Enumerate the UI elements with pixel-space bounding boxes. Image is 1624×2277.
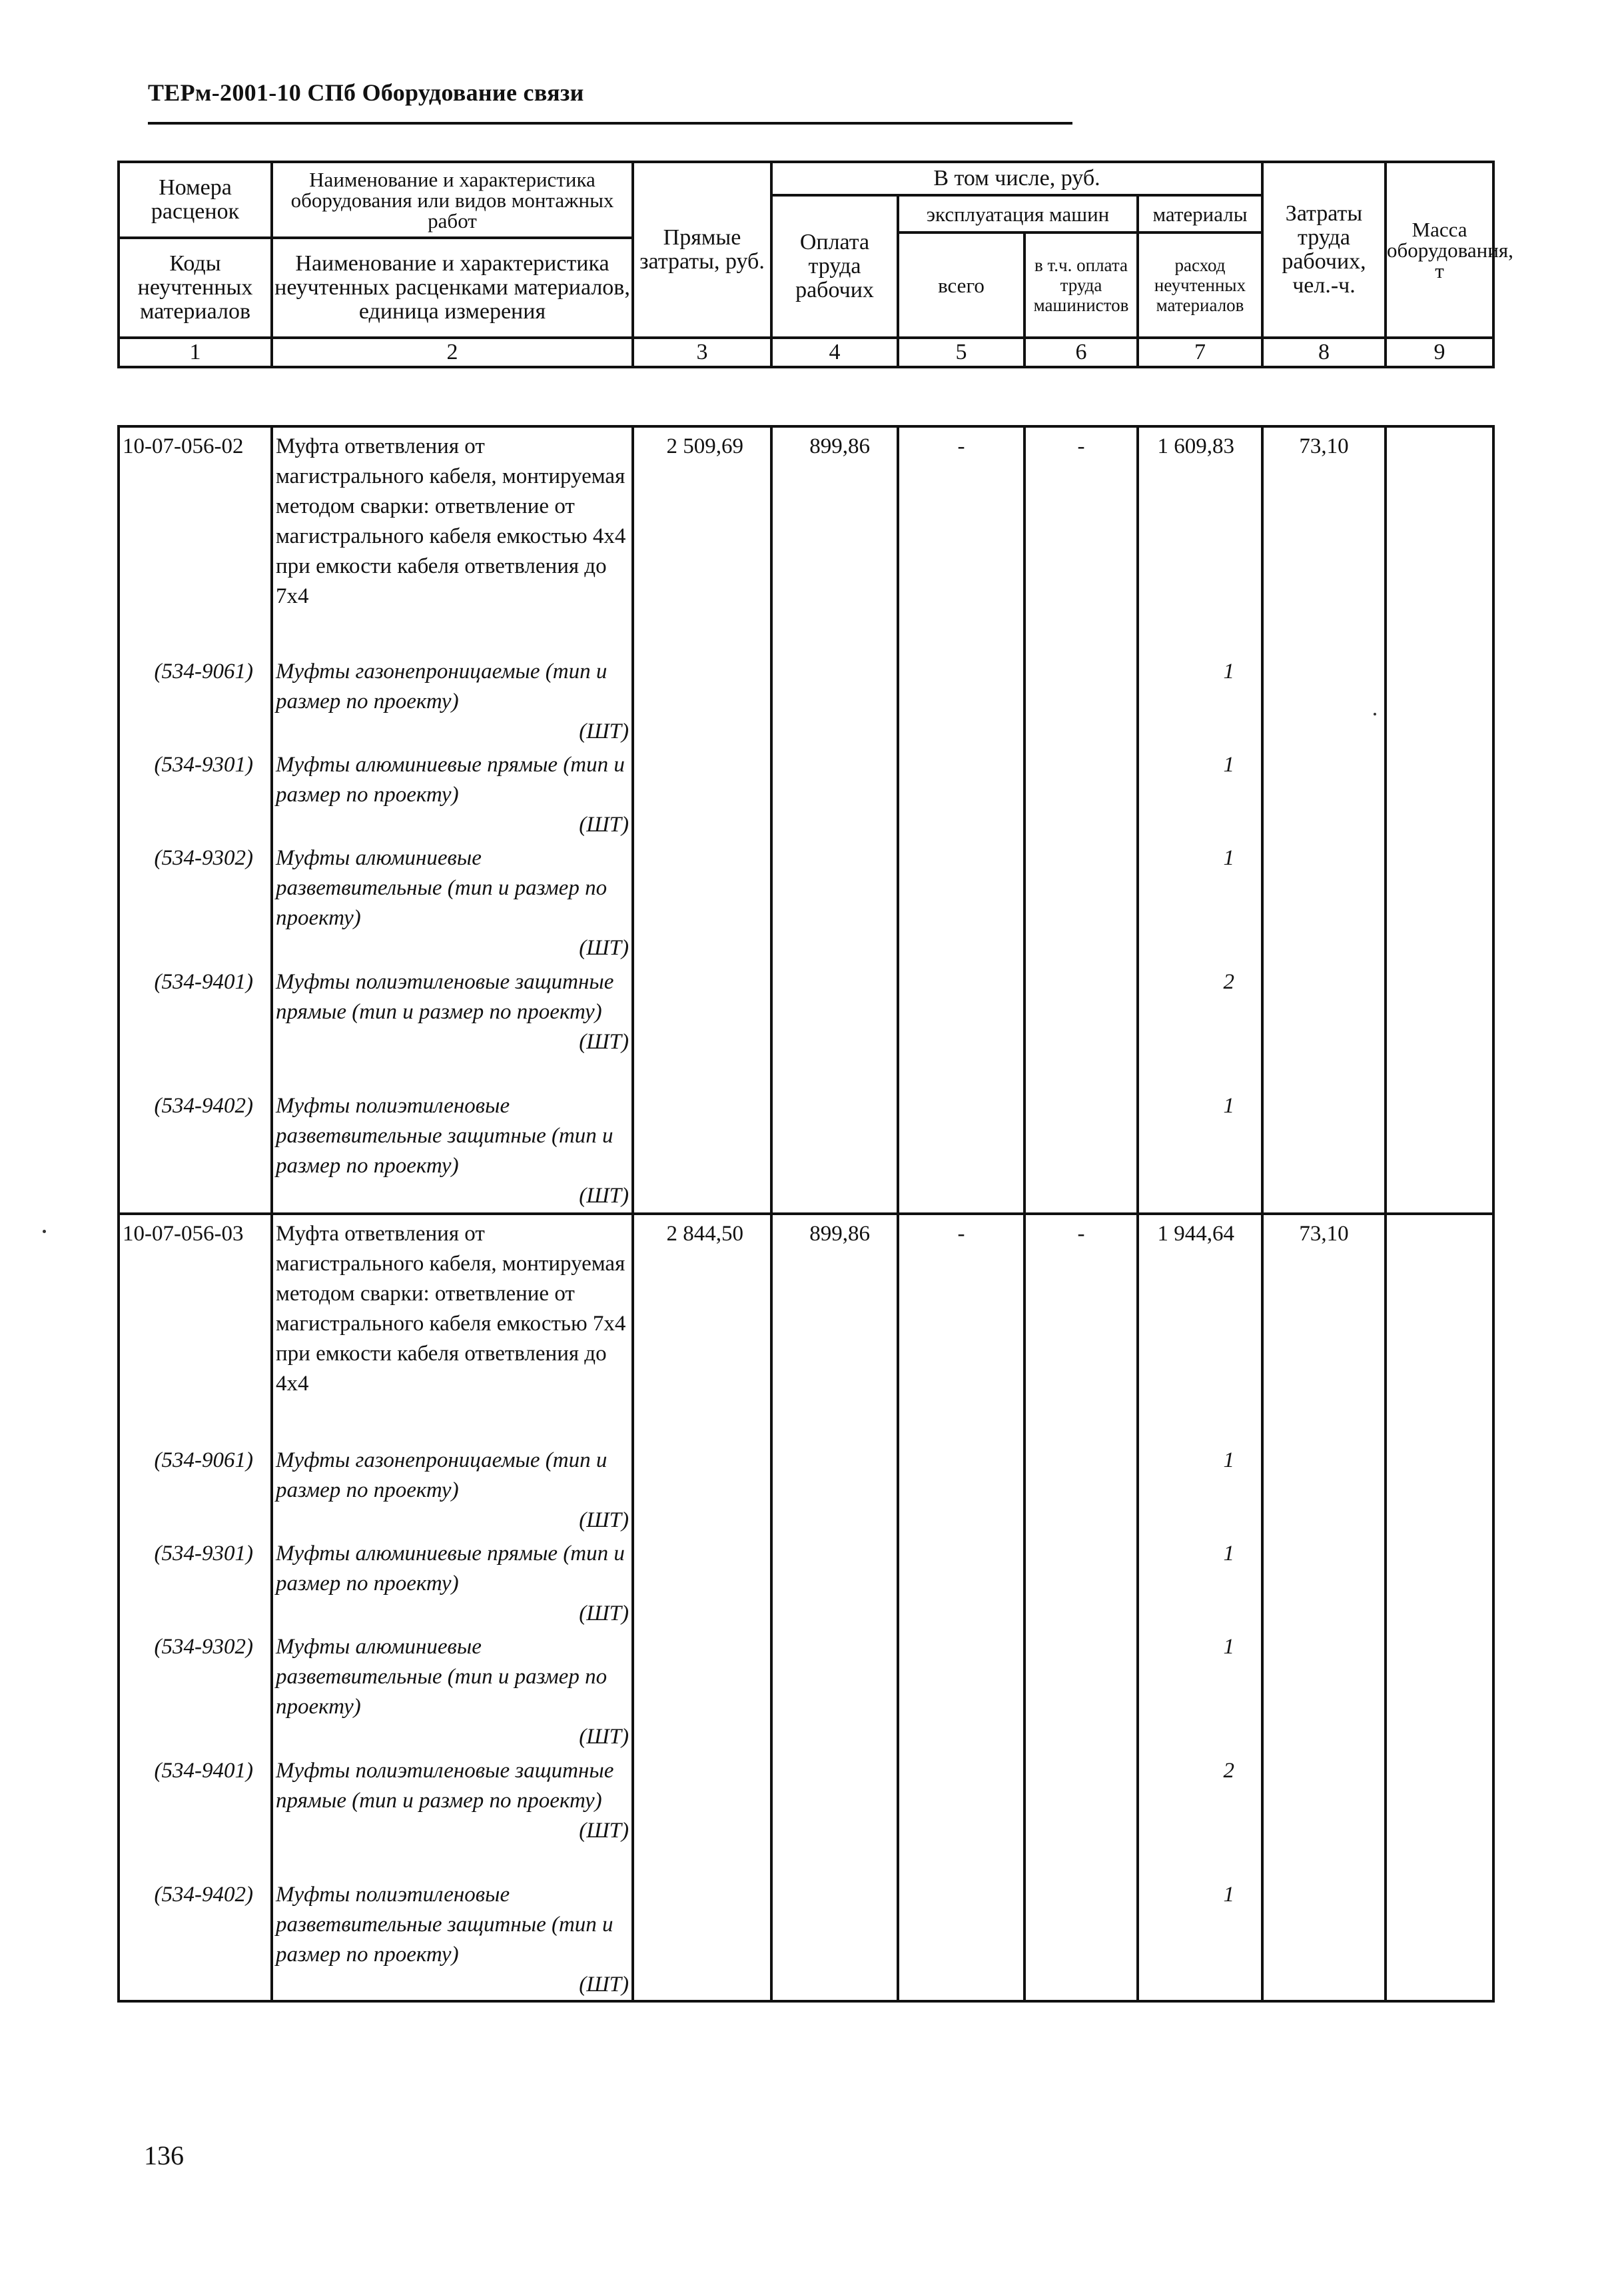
material-name: Муфты газонепроницаемые (тип и размер по проекту) xyxy=(276,660,608,713)
material-row xyxy=(119,657,1493,750)
material-qty: 1 xyxy=(1138,1632,1262,1756)
materials-group-header: материалы xyxy=(1138,195,1262,232)
page-number: 136 xyxy=(144,2140,184,2170)
rate-row xyxy=(119,426,1493,657)
rate-row xyxy=(119,1214,1493,1446)
material-code: (534-9402) xyxy=(119,1880,272,2001)
direct-cost: 2 509,69 xyxy=(633,426,771,657)
material-code: (534-9302) xyxy=(119,843,272,967)
col1-header-top: Номера расценок xyxy=(119,162,272,238)
material-row xyxy=(119,967,1493,1091)
col8-header: Затраты труда рабочих, чел.-ч. xyxy=(1262,162,1386,338)
material-name: Муфты полиэтиленовые разветвительные защитные (тип и размер по проекту) xyxy=(276,1094,613,1178)
materials-cost: 1 944,64 xyxy=(1138,1214,1262,1446)
material-qty: 1 xyxy=(1138,1880,1262,2001)
machines-group-header: эксплуатация машин xyxy=(898,195,1138,232)
material-qty: 1 xyxy=(1138,843,1262,967)
material-unit: (ШТ) xyxy=(579,1508,629,1532)
col-number: 8 xyxy=(1262,338,1386,367)
material-row xyxy=(119,1446,1493,1539)
direct-cost: 2 844,50 xyxy=(633,1214,771,1446)
material-row xyxy=(119,1632,1493,1756)
material-row xyxy=(119,750,1493,843)
rates-table xyxy=(117,425,1495,2003)
material-unit: (ШТ) xyxy=(579,719,629,743)
material-unit: (ШТ) xyxy=(579,1819,629,1843)
included-group-header: В том числе, руб. xyxy=(771,162,1262,195)
material-row xyxy=(119,843,1493,967)
material-name: Муфты газонепроницаемые (тип и размер по проекту) xyxy=(276,1448,608,1502)
material-qty: 1 xyxy=(1138,1539,1262,1632)
col-number: 4 xyxy=(771,338,898,367)
labor-hours: 73,10 xyxy=(1262,426,1386,657)
materials-cost: 1 609,83 xyxy=(1138,426,1262,657)
scan-speck xyxy=(43,1230,46,1233)
material-name: Муфты алюминиевые разветвительные (тип и размер по проекту) xyxy=(276,1635,608,1719)
labor-cost: 899,86 xyxy=(771,1214,898,1446)
col-number: 7 xyxy=(1138,338,1262,367)
material-code: (534-9401) xyxy=(119,1756,272,1880)
material-name: Муфты алюминиевые разветвительные (тип и размер по проекту) xyxy=(276,846,608,930)
rate-name: Муфта ответвления от магистрального кабеля, монтируемая методом сварки: ответвление от магистрального кабеля емкостью 7х4 при емкости кабеля ответвления до 4х4 xyxy=(272,1214,633,1446)
material-unit: (ШТ) xyxy=(579,936,629,960)
material-name: Муфты алюминиевые прямые (тип и размер по проекту) xyxy=(276,753,625,807)
material-qty: 2 xyxy=(1138,967,1262,1091)
material-unit: (ШТ) xyxy=(579,1030,629,1054)
col2-header-bottom: Наименование и характеристика неучтенных расценками материалов, единица измерения xyxy=(272,238,633,338)
labor-cost: 899,86 xyxy=(771,426,898,657)
rate-name: Муфта ответвления от магистрального кабеля, монтируемая методом сварки: ответвление от магистрального кабеля емкостью 4х4 при емкости кабеля ответвления до 7х4 xyxy=(272,426,633,657)
machine-cost: - xyxy=(898,426,1024,657)
machine-labor-cost: - xyxy=(1024,1214,1138,1446)
material-code: (534-9061) xyxy=(119,1446,272,1539)
material-qty: 1 xyxy=(1138,750,1262,843)
material-unit: (ШТ) xyxy=(579,813,629,837)
material-qty: 1 xyxy=(1138,657,1262,750)
col-number: 3 xyxy=(633,338,771,367)
material-code: (534-9402) xyxy=(119,1091,272,1214)
col1-header-bottom: Коды неучтенных материалов xyxy=(119,238,272,338)
rate-code: 10-07-056-02 xyxy=(119,426,272,657)
document-title: ТЕРм-2001-10 СПб Оборудование связи xyxy=(148,79,584,106)
col4-header: Оплата труда рабочих xyxy=(771,195,898,338)
col-number: 1 xyxy=(119,338,272,367)
col5-header: всего xyxy=(898,232,1024,338)
col2-header-top: Наименование и характеристика оборудования или видов монтажных работ xyxy=(272,162,633,238)
material-name: Муфты алюминиевые прямые (тип и размер по проекту) xyxy=(276,1542,625,1595)
col9-header: Масса оборудования, т xyxy=(1386,162,1493,338)
material-code: (534-9401) xyxy=(119,967,272,1091)
machine-cost: - xyxy=(898,1214,1024,1446)
material-row xyxy=(119,1539,1493,1632)
material-row xyxy=(119,1880,1493,2001)
material-qty: 1 xyxy=(1138,1091,1262,1214)
equipment-mass xyxy=(1386,426,1493,657)
col-number: 2 xyxy=(272,338,633,367)
col7-header: расход неучтенных материалов xyxy=(1138,232,1262,338)
col-number: 6 xyxy=(1024,338,1138,367)
material-name: Муфты полиэтиленовые разветвительные защитные (тип и размер по проекту) xyxy=(276,1883,613,1967)
rate-code: 10-07-056-03 xyxy=(119,1214,272,1446)
col6-header: в т.ч. оплата труда машинистов xyxy=(1024,232,1138,338)
material-name: Муфты полиэтиленовые защитные прямые (тип и размер по проекту) xyxy=(276,970,614,1024)
material-code: (534-9302) xyxy=(119,1632,272,1756)
material-unit: (ШТ) xyxy=(579,1184,629,1208)
material-qty: 2 xyxy=(1138,1756,1262,1880)
material-unit: (ШТ) xyxy=(579,1973,629,1997)
machine-labor-cost: - xyxy=(1024,426,1138,657)
labor-hours: 73,10 xyxy=(1262,1214,1386,1446)
col3-header: Прямые затраты, руб. xyxy=(633,162,771,338)
material-qty: 1 xyxy=(1138,1446,1262,1539)
material-unit: (ШТ) xyxy=(579,1601,629,1625)
equipment-mass xyxy=(1386,1214,1493,1446)
column-header-table xyxy=(117,161,1513,368)
scan-speck xyxy=(1374,713,1376,715)
material-code: (534-9301) xyxy=(119,750,272,843)
col-number: 5 xyxy=(898,338,1024,367)
col-number: 9 xyxy=(1386,338,1493,367)
title-underline xyxy=(148,122,1072,125)
material-name: Муфты полиэтиленовые защитные прямые (тип и размер по проекту) xyxy=(276,1759,614,1813)
material-unit: (ШТ) xyxy=(579,1725,629,1749)
material-code: (534-9301) xyxy=(119,1539,272,1632)
material-code: (534-9061) xyxy=(119,657,272,750)
material-row xyxy=(119,1756,1493,1880)
material-row xyxy=(119,1091,1493,1214)
